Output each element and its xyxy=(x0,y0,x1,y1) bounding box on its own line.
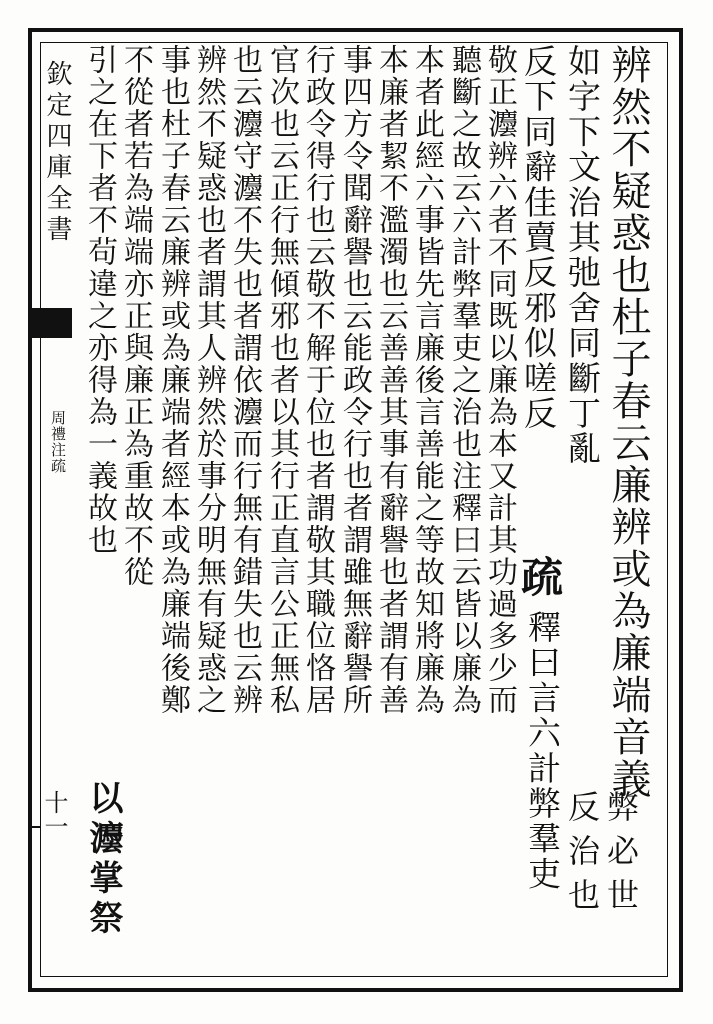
margin-page-number: 十一 xyxy=(40,790,68,838)
text-column-11: 也云灋守灋不失也者謂依灋而行無有錯失也云辨 xyxy=(227,44,262,716)
shu-note-a: 釋曰言六計弊羣吏 xyxy=(523,610,562,892)
text-column-3: 反下同辭佳賣反邪似嗟反 xyxy=(519,44,558,432)
text-column-9: 行政令得行也云敬不解于位也者謂敬其職位恪居 xyxy=(300,44,335,716)
text-column-1: 辨然不疑惑也杜子春云廉辨或為廉端音義 xyxy=(605,44,651,800)
text-column-15: 引之在下者不茍違之亦得為一義故也 xyxy=(82,44,117,556)
note-top-right-b: 反治也 xyxy=(563,790,601,922)
margin-section-title: 周禮注疏 xyxy=(49,410,67,474)
text-column-2: 如字下文治其弛舍同斷丁亂 xyxy=(563,44,602,467)
closing-heading: 以灋掌祭 xyxy=(83,780,123,940)
text-column-13: 事也杜子春云廉辨或為廉端者經本或為廉端後鄭 xyxy=(155,44,190,716)
margin-book-title: 欽定四庫全書 xyxy=(42,60,72,246)
shu-marker: 疏 xyxy=(515,555,564,599)
text-column-7: 本廉者絜不濫濁也云善善其事有辭譽也者謂有善 xyxy=(373,44,408,716)
note-top-right-a: 弊必世 xyxy=(602,790,640,922)
text-column-5: 聽斷之故云六計弊羣吏之治也注釋曰云皆以廉為 xyxy=(446,44,481,716)
margin-tick xyxy=(30,826,40,828)
text-column-6: 本者此經六事皆先言廉後言善能之等故知將廉為 xyxy=(409,44,444,716)
text-column-14: 不從者若為端端亦正與廉正為重故不從 xyxy=(118,44,153,588)
text-column-4: 敬正灋辨六者不同既以廉為本又計其功過多少而 xyxy=(482,44,517,716)
text-column-10: 官次也云正行無傾邪也者以其行正直言公正無私 xyxy=(264,44,299,716)
text-column-8: 事四方令聞辭譽也云能政令行也者謂雖無辭譽所 xyxy=(337,44,372,716)
margin-fish-tail xyxy=(32,308,72,338)
text-column-12: 辨然不疑惑也者謂其人辨然於事分明無有疑惑之 xyxy=(191,44,226,716)
